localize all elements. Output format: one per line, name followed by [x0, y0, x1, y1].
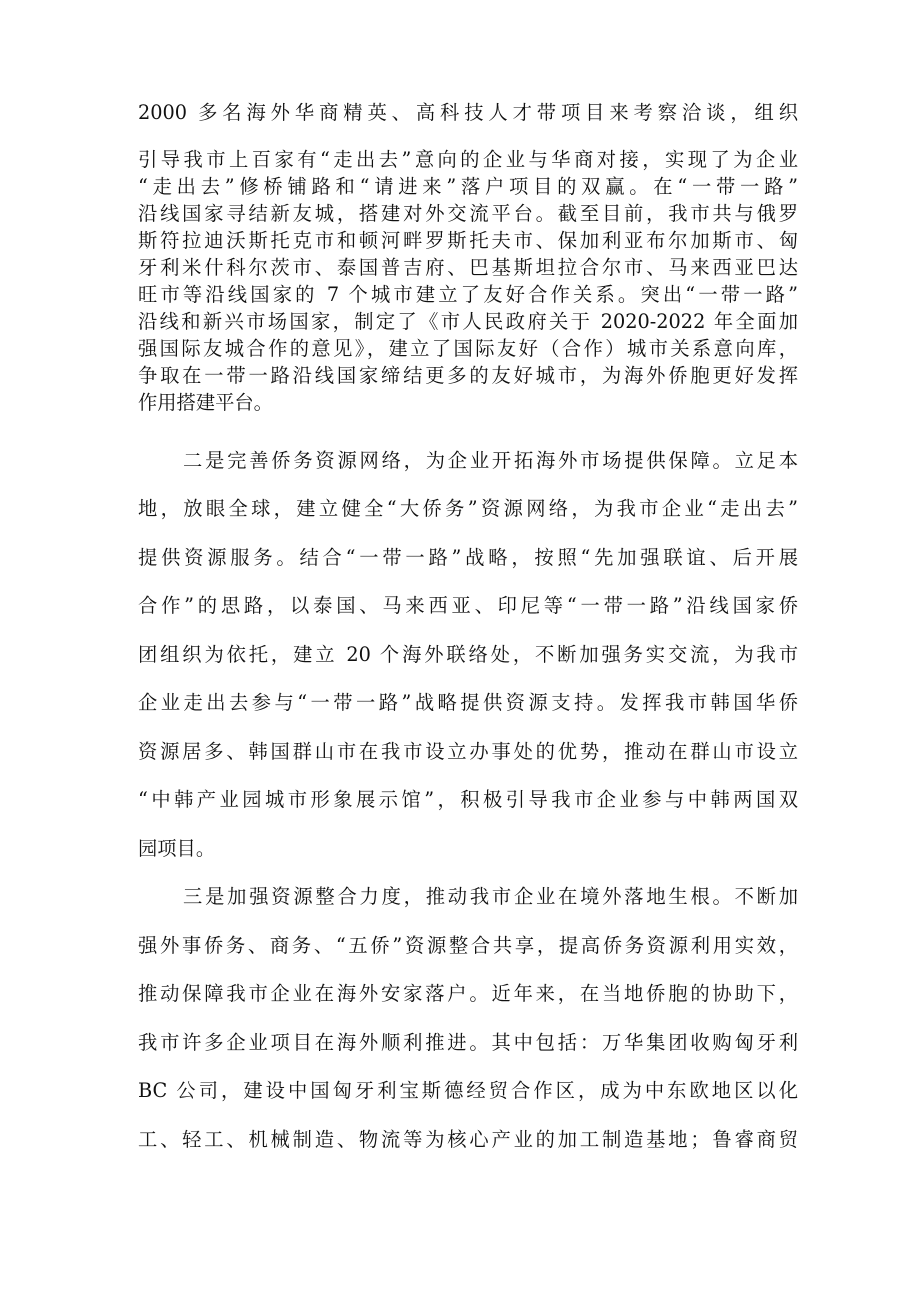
- paragraph-3-line-1: 三是加强资源整合力度，推动我市企业在境外落地生根。不断加: [183, 885, 798, 908]
- paragraph-3-line-4: 我市许多企业项目在海外顺利推进。其中包括：万华集团收购匈牙利: [138, 1031, 798, 1054]
- paragraph-1-line-10: 作用搭建平台。: [138, 391, 273, 414]
- paragraph-1-line-2: “走出去”修桥铺路和“请进来”落户项目的双赢。在“一带一路”: [138, 175, 798, 198]
- paragraph-2-line-7: 资源居多、韩国群山市在我市设立办事处的优势，推动在群山市设立: [138, 740, 798, 763]
- paragraph-3-line-6: 工、轻工、机械制造、物流等为核心产业的加工制造基地；鲁睿商贸: [138, 1128, 798, 1151]
- paragraph-3-line-5: BC 公司，建设中国匈牙利宝斯德经贸合作区，成为中东欧地区以化: [138, 1079, 798, 1102]
- paragraph-1-line-3: 沿线国家寻结新友城，搭建对外交流平台。截至目前，我市共与俄罗: [138, 202, 798, 225]
- paragraph-1-line-9: 争取在一带一路沿线国家缔结更多的友好城市，为海外侨胞更好发挥: [138, 364, 798, 387]
- paragraph-2-line-9: 园项目。: [138, 837, 216, 860]
- paragraph-3-line-3: 推动保障我市企业在海外安家落户。近年来，在当地侨胞的协助下，: [138, 982, 798, 1005]
- paragraph-1-line-8: 强国际友城合作的意见》，建立了国际友好（合作）城市关系意向库，: [138, 337, 798, 360]
- paragraph-2-line-1: 二是完善侨务资源网络，为企业开拓海外市场提供保障。立足本: [183, 449, 798, 472]
- paragraph-2-line-4: 合作”的思路，以泰国、马来西亚、印尼等“一带一路”沿线国家侨: [138, 594, 798, 617]
- top-line: 2000 多名海外华商精英、高科技人才带项目来考察洽谈，组织: [138, 101, 798, 124]
- paragraph-3-line-2: 强外事侨务、商务、“五侨”资源整合共享，提高侨务资源利用实效，: [138, 934, 798, 957]
- paragraph-1-line-6: 旺市等沿线国家的 7 个城市建立了友好合作关系。突出“一带一路”: [138, 283, 798, 306]
- paragraph-2-line-8: “中韩产业园城市形象展示馆”，积极引导我市企业参与中韩两国双: [138, 788, 798, 811]
- paragraph-2-line-6: 企业走出去参与“一带一路”战略提供资源支持。发挥我市韩国华侨: [138, 691, 798, 714]
- paragraph-2-line-3: 提供资源服务。结合“一带一路”战略，按照“先加强联谊、后开展: [138, 546, 798, 569]
- paragraph-1-line-5: 牙利米什科尔茨市、泰国普吉府、巴基斯坦拉合尔市、马来西亚巴达: [138, 256, 798, 279]
- paragraph-2-line-2: 地，放眼全球，建立健全“大侨务”资源网络，为我市企业“走出去”: [138, 497, 798, 520]
- paragraph-1-line-4: 斯符拉迪沃斯托克市和顿河畔罗斯托夫市、保加利亚布尔加斯市、匈: [138, 229, 798, 252]
- paragraph-2-line-5: 团组织为依托，建立 20 个海外联络处，不断加强务实交流，为我市: [138, 643, 798, 666]
- paragraph-1-line-7: 沿线和新兴市场国家，制定了《市人民政府关于 2020-2022 年全面加: [138, 310, 798, 333]
- paragraph-1-line-1: 引导我市上百家有“走出去”意向的企业与华商对接，实现了为企业: [138, 148, 798, 171]
